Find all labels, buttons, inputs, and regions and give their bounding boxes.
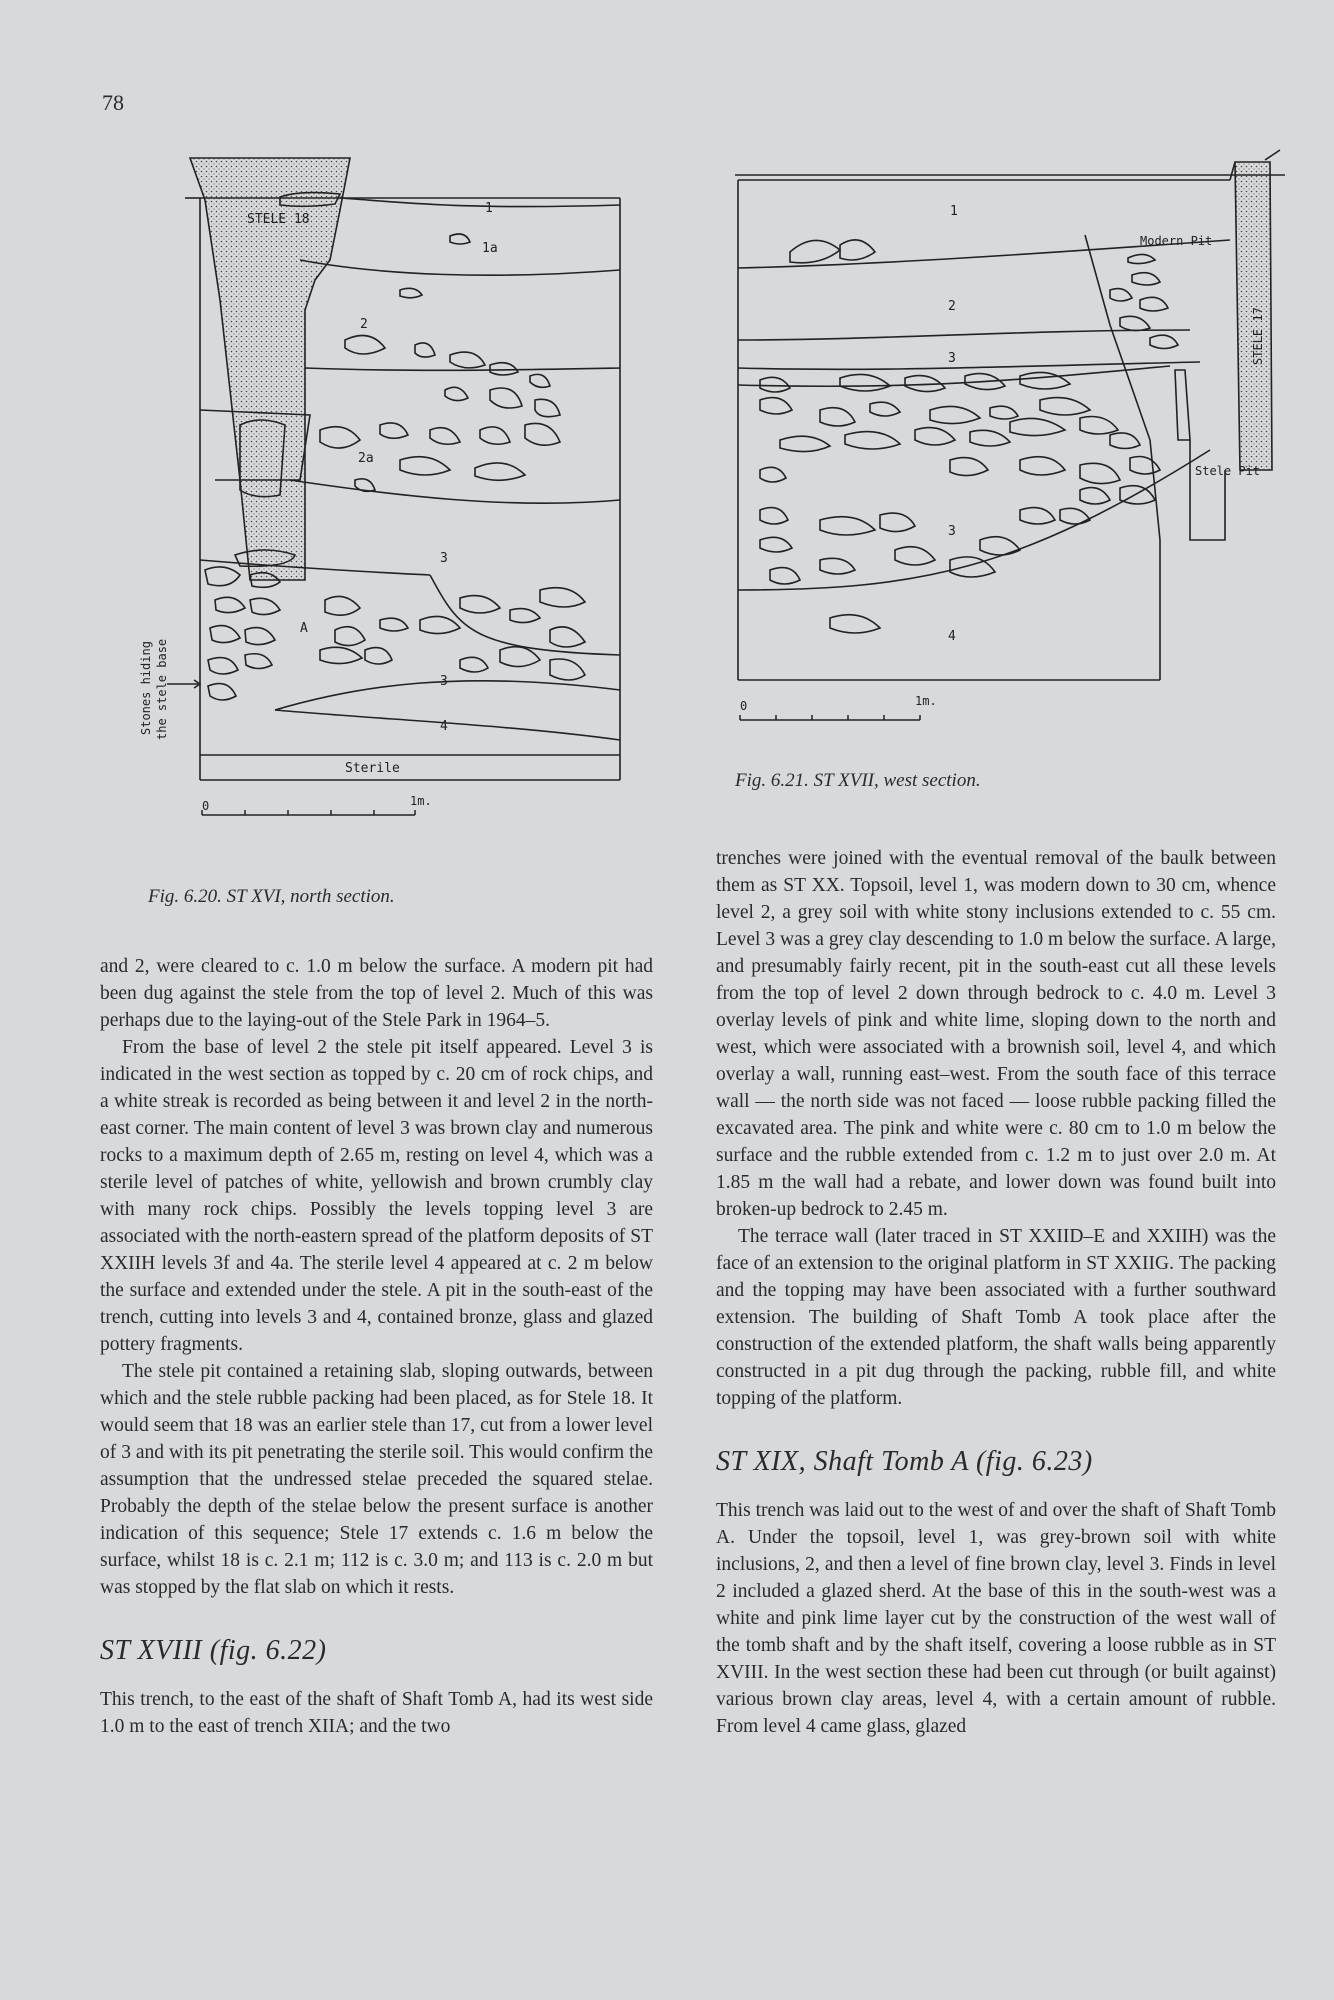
label-modern-pit: Modern Pit bbox=[1140, 234, 1213, 248]
caption-fig-6-20: Fig. 6.20. ST XVI, north section. bbox=[148, 886, 395, 907]
label-level-2: 2 bbox=[948, 299, 956, 314]
label-level-1: 1 bbox=[485, 201, 493, 216]
label-level-3: 3 bbox=[440, 551, 448, 566]
label-level-3b: 3 bbox=[440, 674, 448, 689]
scale-zero: 0 bbox=[740, 699, 748, 713]
label-level-4: 4 bbox=[948, 629, 956, 644]
page-number: 78 bbox=[102, 90, 124, 115]
label-level-3b: 3 bbox=[948, 524, 956, 539]
label-level-2: 2 bbox=[360, 317, 368, 332]
figure-st-xvi-north-section bbox=[130, 150, 650, 850]
label-level-1a: 1a bbox=[482, 241, 498, 256]
label-sterile: Sterile bbox=[345, 761, 400, 776]
figure-st-xvii-west-section bbox=[720, 140, 1290, 740]
left-column bbox=[100, 953, 653, 1740]
scale-zero: 0 bbox=[202, 799, 210, 813]
label-level-1: 1 bbox=[950, 204, 958, 219]
scale-one-meter: 1m. bbox=[915, 694, 937, 708]
label-level-4: 4 bbox=[440, 719, 448, 734]
label-stele-17: STELE 17 bbox=[1251, 307, 1265, 365]
paragraph: This trench, to the east of the shaft of Shaft Tomb A, had its west side 1.0 m to the east of trench XIIA; and the two bbox=[100, 1689, 653, 1737]
paragraph: and 2, were cleared to c. 1.0 m below the surface. A modern pit had been dug against the stele from the top of level 2. Much of this was perhaps due to the laying-out of the Stele Park in 1964–5. bbox=[100, 956, 653, 1031]
section-drawing bbox=[720, 140, 1290, 740]
paragraph: The stele pit contained a retaining slab, sloping outwards, between which and the stele rubble packing had been placed, as for Stele 18. It would seem that 18 was an earlier stele than 17, cut from a lower level of 3 and with its pit penetrating the sterile soil. This would confirm the assumption that the undressed stelae preceded the squared stelae. Probably the depth of the stelae below the present surface is another indication of this sequence; Stele 17 extends c. 1.6 m below the surface, whilst 18 is c. 2.1 m; 112 is c. 3.0 m; and 113 is c. 2.0 m but was stopped by the flat slab on which it rests. bbox=[100, 1361, 653, 1598]
paragraph: From the base of level 2 the stele pit itself appeared. Level 3 is indicated in the west section as topped by c. 20 cm of rock chips, and a white streak is recorded as being between it and level 2 in the north-east corner. The main content of level 3 was brown clay and numerous rocks to a maximum depth of 2.65 m, resting on level 4, which was a sterile level of patches of white, yellowish and brown crumbly clay with many rock chips. Possibly the levels topping level 3 are associated with the north-eastern spread of the platform deposits of ST XXIIH levels 3f and 4a. The sterile level 4 appeared at c. 2 m below the surface and extended under the stele. A pit in the south-east of the trench, cutting into levels 3 and 4, contained bronze, glass and glazed pottery fragments. bbox=[100, 1037, 653, 1355]
label-stele-18: STELE 18 bbox=[247, 212, 310, 227]
label-stele-base: the stele base bbox=[155, 638, 169, 740]
label-stele-pit: Stele Pit bbox=[1195, 464, 1261, 478]
section-drawing bbox=[130, 150, 650, 850]
paragraph: trenches were joined with the eventual removal of the baulk between them as ST XX. Topsoil, level 1, was modern down to 30 cm, whence level 2, a grey soil with white stony inclusions extended to c. 55 cm. Level 3 was a grey clay descending to 1.0 m below the surface. A large, and presumably fairly recent, pit in the south-east cut all these levels from the top of level 2 down through bedrock to c. 4.0 m. Level 3 overlay levels of pink and white lime, sloping down to the north and west, which were associated with a brownish soil, level 4, and which overlay a wall, running east–west. From the south face of this terrace wall — the north side was not faced — loose rubble packing filled the excavated area. The pink and white were c. 80 cm to 1.0 m below the surface and the rubble extended from c. 1.2 m to just over 2.0 m. At 1.85 m the wall had a rebate, and lower down was found built into broken-up bedrock to 2.45 m. bbox=[716, 848, 1276, 1220]
label-level-2a: 2a bbox=[358, 451, 374, 466]
paragraph: This trench was laid out to the west of and over the shaft of Shaft Tomb A. Under the topsoil, level 1, was grey-brown soil with white inclusions, 2, and then a level of fine brown clay, level 3. Finds in level 2 included a glazed sherd. At the base of this in the south-west was a white and pink lime layer cut by the construction of the west wall of the tomb shaft and by the shaft itself, covering a loose rubble as in ST XVIII. In the west section these had been cut through (or built against) various brown clay areas, level 4, with a certain amount of rubble. From level 4 came glass, glazed bbox=[716, 1500, 1276, 1737]
section-heading: ST XVIII (fig. 6.22) bbox=[100, 1635, 327, 1666]
paragraph: The terrace wall (later traced in ST XXIID–E and XXIIH) was the face of an extension to the original platform in ST XXIIG. The packing and the topping may have been associated with a further southward extension. The building of Shaft Tomb A took place after the construction of the extended platform, the shaft walls being apparently constructed in a pit dug through the packing, rubble fill, and white topping of the platform. bbox=[716, 1226, 1276, 1409]
caption-fig-6-21: Fig. 6.21. ST XVII, west section. bbox=[735, 770, 981, 791]
scale-one-meter: 1m. bbox=[410, 794, 432, 808]
label-a: A bbox=[300, 621, 308, 636]
right-column bbox=[716, 845, 1276, 1740]
label-stones-hiding: Stones hiding bbox=[139, 641, 153, 735]
section-heading: ST XIX, Shaft Tomb A (fig. 6.23) bbox=[716, 1446, 1093, 1477]
label-level-3: 3 bbox=[948, 351, 956, 366]
